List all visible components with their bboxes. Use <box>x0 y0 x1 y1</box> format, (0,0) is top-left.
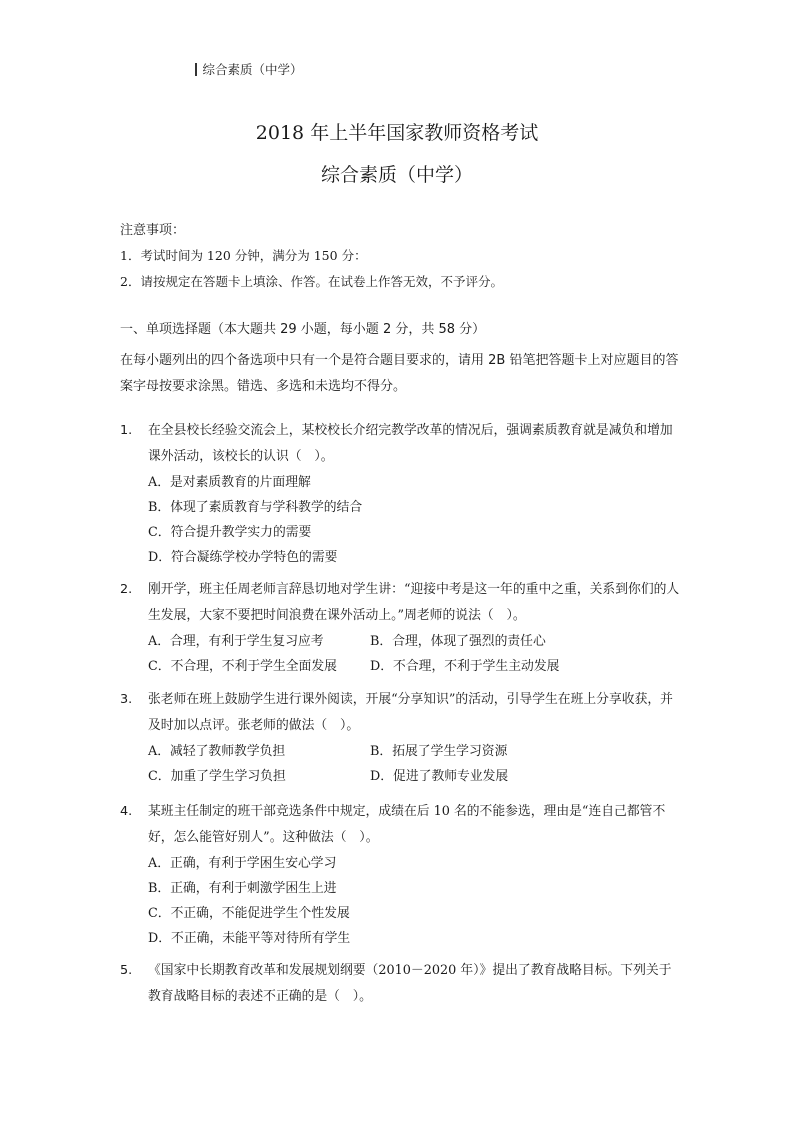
option-b: B．体现了素质教育与学科教学的结合 <box>148 500 363 515</box>
option-row <box>148 654 680 679</box>
option-b: B．拓展了学生学习资源 <box>370 744 508 759</box>
exam-title: 2018 年上半年国家教师资格考试 <box>255 122 539 144</box>
section-instructions: 在每小题列出的四个备选项中只有一个是符合题目要求的，请用 2B 铅笔把答题卡上对应题目的答案字母按要求涂黑。错选、多选和未选均不得分。 <box>120 353 679 394</box>
exam-subtitle: 综合素质（中学） <box>320 164 473 186</box>
question-stem: 某班主任制定的班干部竞选条件中规定，成绩在后 10 名的不能参选，理由是“连自己都管不好，怎么能管好别人”。这种做法（ ）。 <box>148 804 666 845</box>
question-1 <box>120 418 680 570</box>
notice-heading: 注意事项： <box>120 223 186 238</box>
option-d: D．不正确，未能平等对待所有学生 <box>148 931 351 946</box>
question-stem: 张老师在班上鼓励学生进行课外阅读，开展“分享知识”的活动，引导学生在班上分享收获，并及时加以点评。张老师的做法（ ）。 <box>148 692 673 733</box>
option-b: B．合理，体现了强烈的责任心 <box>370 634 546 649</box>
question-stem: 在全县校长经验交流会上，某校校长介绍完教学改革的情况后，强调素质教育就是减负和增加课外活动，该校长的认识（ ）。 <box>148 423 673 464</box>
option-a: A．减轻了教师教学负担 <box>148 744 286 759</box>
question-5 <box>120 958 680 1010</box>
option-a: A．是对素质教育的片面理解 <box>148 475 311 490</box>
option-row <box>148 764 680 789</box>
header-text: 综合素质（中学） <box>202 62 303 77</box>
notice-item: 1．考试时间为 120 分钟，满分为 150 分： <box>120 248 367 263</box>
question-number: 2. <box>120 582 133 597</box>
section-title: 一、单项选择题（本大题共 29 小题，每小题 2 分，共 58 分） <box>120 322 486 337</box>
question-stem: 刚开学，班主任周老师言辞恳切地对学生讲：“迎接中考是这一年的重中之重，关系到你们的人生发展，大家不要把时间浪费在课外活动上。”周老师的说法（ ）。 <box>148 582 680 623</box>
option-d: D．符合凝练学校办学特色的需要 <box>148 550 338 565</box>
option-b: B．正确，有利于刺激学困生上进 <box>148 881 337 896</box>
option-c: C．符合提升教学实力的需要 <box>148 525 312 540</box>
question-number: 5. <box>120 963 133 978</box>
notice-item: 2．请按规定在答题卡上填涂、作答。在试卷上作答无效，不予评分。 <box>120 274 503 289</box>
question-number: 1. <box>120 423 133 438</box>
option-row <box>148 739 680 764</box>
question-number: 3. <box>120 692 133 707</box>
question-3 <box>120 687 680 789</box>
option-a: A．正确，有利于学困生安心学习 <box>148 856 337 871</box>
option-a: A．合理，有利于学生复习应考 <box>148 634 324 649</box>
question-4 <box>120 799 680 951</box>
option-d: D．促进了教师专业发展 <box>370 769 509 784</box>
question-2 <box>120 577 680 679</box>
question-number: 4. <box>120 804 133 819</box>
option-row <box>148 629 680 654</box>
option-d: D．不合理，不利于学生主动发展 <box>370 659 560 674</box>
question-stem: 《国家中长期教育改革和发展规划纲要（2010－2020 年）》提出了教育战略目标。下列关于教育战略目标的表述不正确的是（ ）。 <box>148 963 672 1004</box>
header-bar <box>195 63 197 76</box>
running-header <box>195 60 303 78</box>
option-c: C．加重了学生学习负担 <box>148 769 286 784</box>
option-c: C．不正确，不能促进学生个性发展 <box>148 906 350 921</box>
option-c: C．不合理，不利于学生全面发展 <box>148 659 337 674</box>
